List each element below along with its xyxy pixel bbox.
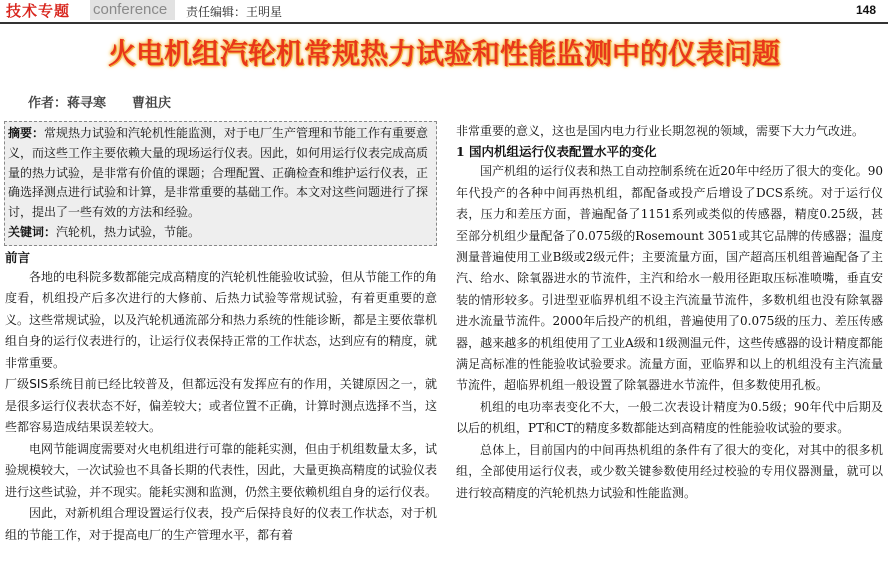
keywords-text: 汽轮机，热力试验，节能。 bbox=[56, 224, 201, 239]
preface-heading: 前言 bbox=[5, 249, 31, 265]
abstract bbox=[8, 124, 432, 223]
author-secondary: 曹祖庆 bbox=[132, 96, 172, 111]
section-tag: 技术专题 bbox=[6, 2, 71, 20]
abstract-label: 摘要： bbox=[8, 126, 45, 140]
page-number: 148 bbox=[855, 3, 876, 17]
paragraph: 厂级SIS系统目前已经比较普及，但都远没有发挥应有的作用，关键原因之一，就是很多运行仪表状态不好，偏差较大；或者位置不正确，计算时测点选择不当，这些都容易造成结果误差较大。 bbox=[5, 377, 438, 435]
page-header bbox=[0, 0, 888, 24]
paragraph: 非常重要的意义，这也是国内电力行业长期忽视的领域，需要下大力气改进。 bbox=[456, 124, 865, 138]
abstract-text: 常规热力试验和汽轮机性能监测，对于电厂生产管理和节能工作有重要意义，而这些工作主要依赖大量的现场运行仪表。因此，如何用运行仪表完成高质量的热力试验，是非常有价值的课题；合理配置、正确检查和维护运行仪表，正确选择测点进行试验和计算，是非常重要的基础工作。本文对这些问题进行了探讨，提出了一些有效的方法和经验。 bbox=[8, 126, 429, 220]
right-column bbox=[455, 121, 883, 504]
keywords bbox=[8, 223, 432, 243]
left-column bbox=[4, 121, 437, 546]
paragraph: 总体上，目前国内的中间再热机组的条件有了很大的变化，对其中的很多机组，全部使用运行仪表，或少数关键参数使用经过校验的专用仪器测量，就可以进行较高精度的汽轮机热力试验和性能监测。 bbox=[456, 442, 883, 500]
section-english-label: conference bbox=[90, 0, 175, 20]
abstract-box bbox=[4, 121, 437, 246]
editor-credit: 责任编辑：王明星 bbox=[186, 5, 283, 19]
section-heading: 1 国内机组运行仪表配置水平的变化 bbox=[456, 144, 657, 160]
paragraph: 因此，对新机组合理设置运行仪表，投产后保持良好的仪表工作状态，对于机组的节能工作，对于提高电厂的生产管理水平，都有着 bbox=[5, 506, 438, 542]
paragraph: 各地的电科院多数都能完成高精度的汽轮机性能验收试验，但从节能工作的角度看，机组投产后多次进行的大修前、后热力试验等常规试验，有着更重要的意义。这些常规试验，以及汽轮机通流部分和热力系统的性能诊断，都是主要依靠机组自身的运行仪表进行的，让运行仪表保持正常的工作状态，达到应有的精度，就非常重要。 bbox=[5, 269, 438, 370]
paragraph: 机组的电功率表变化不大，一般二次表设计精度为0.5级；90年代中后期及以后的机组，PT和CT的精度多数都能达到高精度的性能验收试验的要求。 bbox=[456, 399, 883, 436]
author-primary: 作者：蒋寻寒 bbox=[28, 96, 107, 111]
author-line bbox=[28, 92, 197, 111]
article-title: 火电机组汽轮机常规热力试验和性能监测中的仪表问题 bbox=[107, 37, 780, 70]
paragraph: 国产机组的运行仪表和热工自动控制系统在近20年中经历了很大的变化。90年代投产的各种中间再热机组，都配备或投产后增设了DCS系统。对于运行仪表，压力和差压方面，普遍配备了1151系列或类似的传感器，精度0.25级，甚至部分机组少量配备了0.075级的Rosemount 3051或其它品牌的传感器；温度测量普遍使用工业B级或2级元件；主要流量方面，国产超高压机组普遍配备了主汽、给水、除氧器进水的节流件，主汽和给水一般用径距取压标准喷嘴，垂直安装的情形较多。引进型亚临界机组不设主汽流量节流件，多数机组也没有除氧器进水流量节流件。2000年后投产的机组，普遍使用了0.075级的压力、差压传感器，越来越多的机组使用了工业A级和1级测温元件，这些传感器的设计精度都能满足高标准的性能验收试验要求。流量方面，亚临界和以上的机组没有主汽流量节流件，超临界机组一般设置了除氧器进水节流件，但多数使用孔板。 bbox=[456, 164, 883, 393]
keywords-label: 关键词： bbox=[8, 224, 57, 239]
paragraph: 电网节能调度需要对火电机组进行可靠的能耗实测，但由于机组数量太多，试验规模较大，一次试验也不具备长期的代表性，因此，大量更换高精度的试验仪表进行这些试验，并不现实。能耗实测和监测，仍然主要依赖机组自身的运行仪表。 bbox=[5, 441, 438, 499]
